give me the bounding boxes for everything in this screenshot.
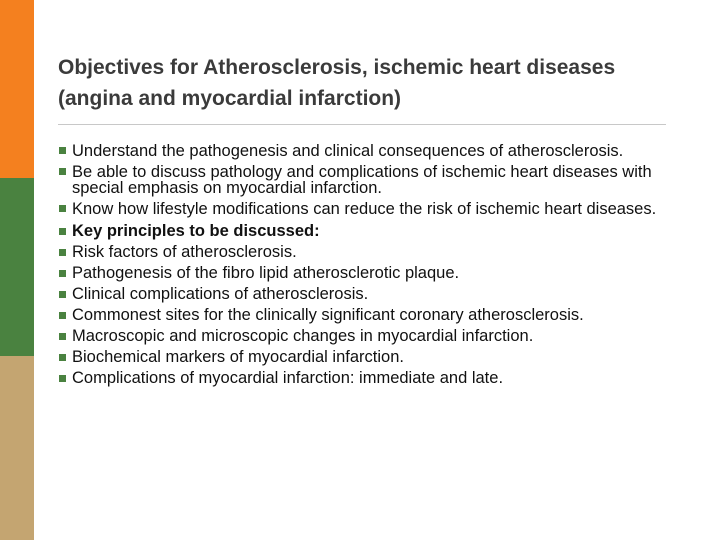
bullet-list (58, 143, 678, 390)
square-bullet-icon (59, 168, 66, 175)
square-bullet-icon (59, 270, 66, 277)
bullet-text: Complications of myocardial infarction: immediate and late. (72, 369, 504, 387)
square-bullet-icon (59, 147, 66, 154)
bullet-text: Clinical complications of atherosclerosis. (72, 285, 369, 303)
bullet-text: Know how lifestyle modifications can reduce the risk of ischemic heart diseases. (72, 200, 657, 218)
bullet-item (58, 222, 678, 241)
bullet-item (58, 348, 678, 367)
square-bullet-icon (59, 205, 66, 212)
bullet-text: Commonest sites for the clinically significant coronary atherosclerosis. (72, 306, 584, 324)
bullet-item (58, 201, 678, 217)
bullet-text: Macroscopic and microscopic changes in myocardial infarction. (72, 327, 534, 345)
bullet-text: Risk factors of atherosclerosis. (72, 243, 297, 261)
slide-title: Objectives for Atherosclerosis, ischemic heart diseases (angina and myocardial infarction) (58, 56, 616, 110)
bullet-item (58, 369, 678, 388)
bullet-text: Pathogenesis of the fibro lipid atherosclerotic plaque. (72, 264, 460, 282)
side-bar-tan (0, 356, 34, 540)
side-bar-orange (0, 0, 34, 178)
side-bar-green (0, 178, 34, 356)
square-bullet-icon (59, 228, 66, 235)
bullet-text: Key principles to be discussed: (72, 222, 320, 240)
bullet-item (58, 327, 678, 346)
square-bullet-icon (59, 312, 66, 319)
square-bullet-icon (59, 291, 66, 298)
bullet-item (58, 285, 678, 304)
bullet-text: Biochemical markers of myocardial infarction. (72, 348, 404, 366)
bullet-item (58, 164, 678, 196)
square-bullet-icon (59, 354, 66, 361)
title-divider (58, 124, 666, 125)
bullet-item (58, 306, 678, 325)
bullet-item (58, 243, 678, 262)
bullet-text: Be able to discuss pathology and complications of ischemic heart diseases with special emphasis on myocardial infarction. (72, 163, 652, 197)
square-bullet-icon (59, 249, 66, 256)
bullet-item (58, 264, 678, 283)
square-bullet-icon (59, 375, 66, 382)
bullet-text: Understand the pathogenesis and clinical consequences of atherosclerosis. (72, 142, 624, 160)
square-bullet-icon (59, 333, 66, 340)
bullet-item (58, 143, 678, 159)
